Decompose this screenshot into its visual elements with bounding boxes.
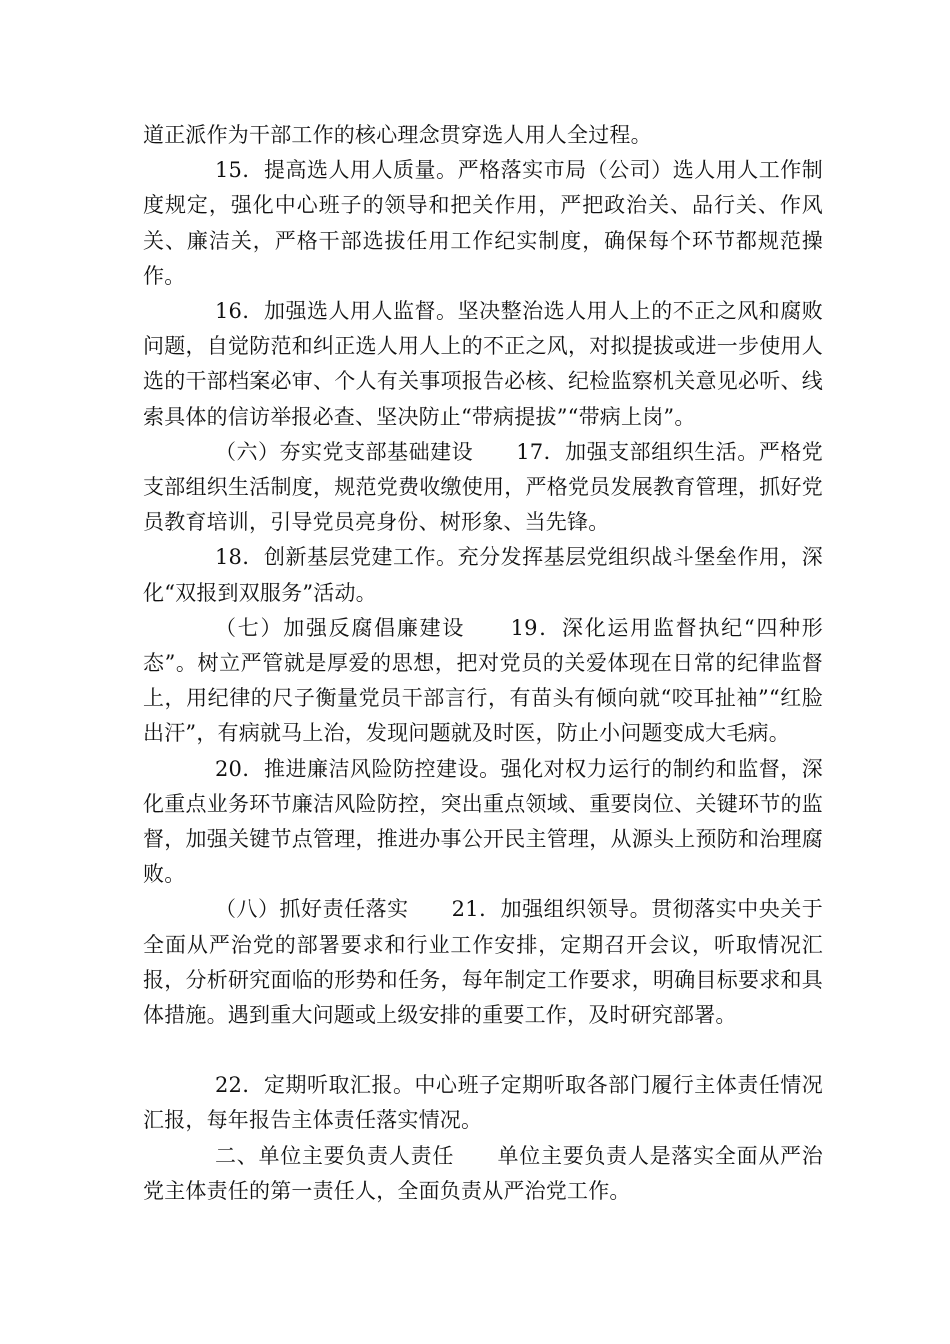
document-body: [143, 118, 823, 1209]
paragraph-item-20: 20．推进廉洁风险防控建设。强化对权力运行的制约和监督，深化重点业务环节廉洁风险防控，突出重点领域、重要岗位、关键环节的监督，加强关键节点管理，推进办事公开民主管理，从源头上预防和治理腐败。: [143, 756, 823, 887]
paragraph-item-18: 18．创新基层党建工作。充分发挥基层党组织战斗堡垒作用，深化“双报到双服务”活动。: [143, 545, 823, 605]
paragraph-section-7-item-19: （七）加强反腐倡廉建设 19．深化运用监督执纪“四种形态”。树立严管就是厚爱的思想，把对党员的关爱体现在日常的纪律监督上，用纪律的尺子衡量党员干部言行，有苗头有倾向就“咬耳扯袖”“红脸出汗”，有病就马上治，发现问题就及时医，防止小问题变成大毛病。: [143, 615, 823, 746]
paragraph-part-2-heading: 二、单位主要负责人责任 单位主要负责人是落实全面从严治党主体责任的第一责任人，全面负责从严治党工作。: [143, 1143, 823, 1203]
paragraph-item-16: 16．加强选人用人监督。坚决整治选人用人上的不正之风和腐败问题，自觉防范和纠正选人用人上的不正之风，对拟提拔或进一步使用人选的干部档案必审、个人有关事项报告必核、纪检监察机关意见必听、线索具体的信访举报必查、坚决防止“带病提拔”“带病上岗”。: [143, 299, 823, 429]
paragraph-item-22: 22．定期听取汇报。中心班子定期听取各部门履行主体责任情况汇报，每年报告主体责任落实情况。: [143, 1073, 823, 1133]
paragraph-section-8-item-21: （八）抓好责任落实 21．加强组织领导。贯彻落实中央关于全面从严治党的部署要求和行业工作安排，定期召开会议，听取情况汇报，分析研究面临的形势和任务，每年制定工作要求，明确目标要求和具体措施。遇到重大问题或上级安排的重要工作，及时研究部署。: [143, 897, 823, 1028]
paragraph-continuation: 道正派作为干部工作的核心理念贯穿选人用人全过程。: [143, 123, 652, 147]
paragraph-item-15: 15．提高选人用人质量。严格落实市局（公司）选人用人工作制度规定，强化中心班子的领导和把关作用，严把政治关、品行关、作风关、廉洁关，严格干部选拔任用工作纪实制度，确保每个环节都规范操作。: [143, 158, 823, 288]
paragraph-section-6-item-17: （六）夯实党支部基础建设 17．加强支部组织生活。严格党支部组织生活制度，规范党费收缴使用，严格党员发展教育管理，抓好党员教育培训，引导党员亮身份、树形象、当先锋。: [143, 439, 823, 535]
